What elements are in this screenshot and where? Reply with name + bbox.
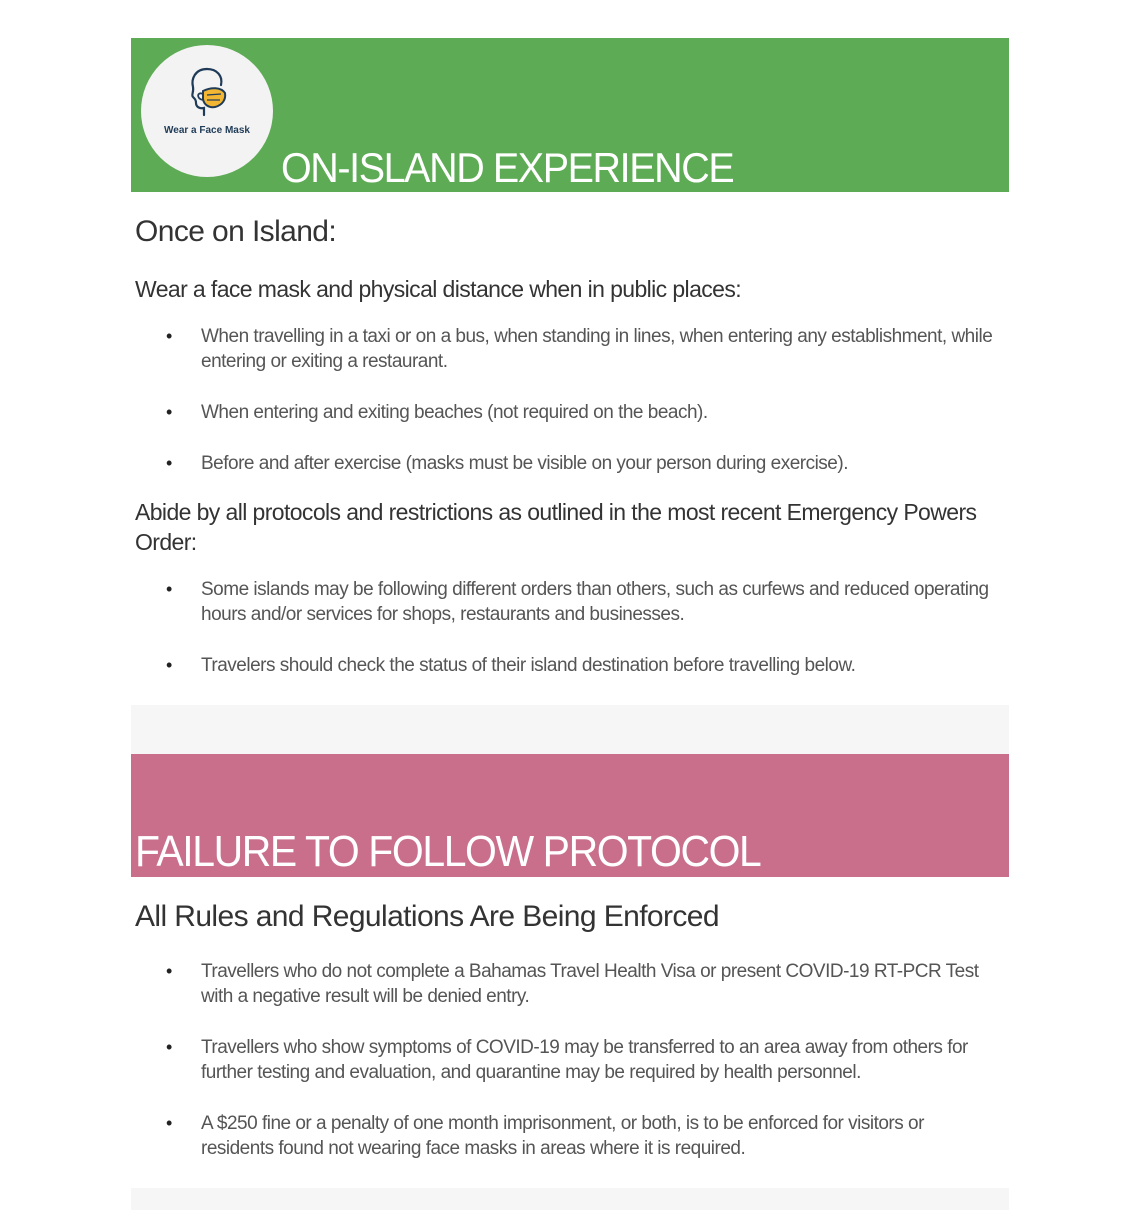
bullet-dot: •	[166, 326, 173, 346]
bullet-dot: •	[166, 402, 173, 422]
bullet-dot: •	[166, 961, 173, 981]
list-item: Travellers who do not complete a Bahamas Travel Health Visa or present COVID-19 RT-PCR Test with a negative result will be denied entry.	[201, 961, 979, 1007]
section-divider	[131, 1188, 1009, 1210]
list-item: A $250 fine or a penalty of one month imprisonment, or both, is to be enforced for visitors or residents found not wearing face masks in areas where it is required.	[201, 1113, 924, 1159]
list-item: Travelers should check the status of their island destination before travelling below.	[201, 655, 856, 676]
protocols-subheading: Abide by all protocols and restrictions as outlined in the most recent Emergency Powers Order:	[135, 499, 977, 555]
list-item: When entering and exiting beaches (not required on the beach).	[201, 402, 708, 423]
face-mask-icon	[185, 65, 229, 117]
bullet-dot: •	[166, 1037, 173, 1057]
bullet-dot: •	[166, 453, 173, 473]
list-item: Some islands may be following different orders than others, such as curfews and reduced operating hours and/or services for shops, restaurants and businesses.	[201, 579, 989, 625]
mask-subheading: Wear a face mask and physical distance when in public places:	[135, 276, 742, 302]
list-item: Before and after exercise (masks must be visible on your person during exercise).	[201, 453, 848, 474]
on-island-title: ON-ISLAND EXPERIENCE	[281, 144, 734, 191]
face-mask-badge	[141, 45, 273, 177]
section-divider	[131, 705, 1009, 754]
list-item: When travelling in a taxi or on a bus, when standing in lines, when entering any establishment, while entering or exiting a restaurant.	[201, 326, 993, 372]
failure-title: FAILURE TO FOLLOW PROTOCOL	[135, 827, 761, 876]
bullet-dot: •	[166, 655, 173, 675]
list-item: Travellers who show symptoms of COVID-19 may be transferred to an area away from others for further testing and evaluation, and quarantine may be required by health personnel.	[201, 1037, 968, 1083]
once-on-island-heading: Once on Island:	[135, 215, 337, 248]
badge-label: Wear a Face Mask	[164, 125, 250, 136]
bullet-dot: •	[166, 579, 173, 599]
bullet-dot: •	[166, 1113, 173, 1133]
enforced-heading: All Rules and Regulations Are Being Enforced	[135, 900, 719, 933]
